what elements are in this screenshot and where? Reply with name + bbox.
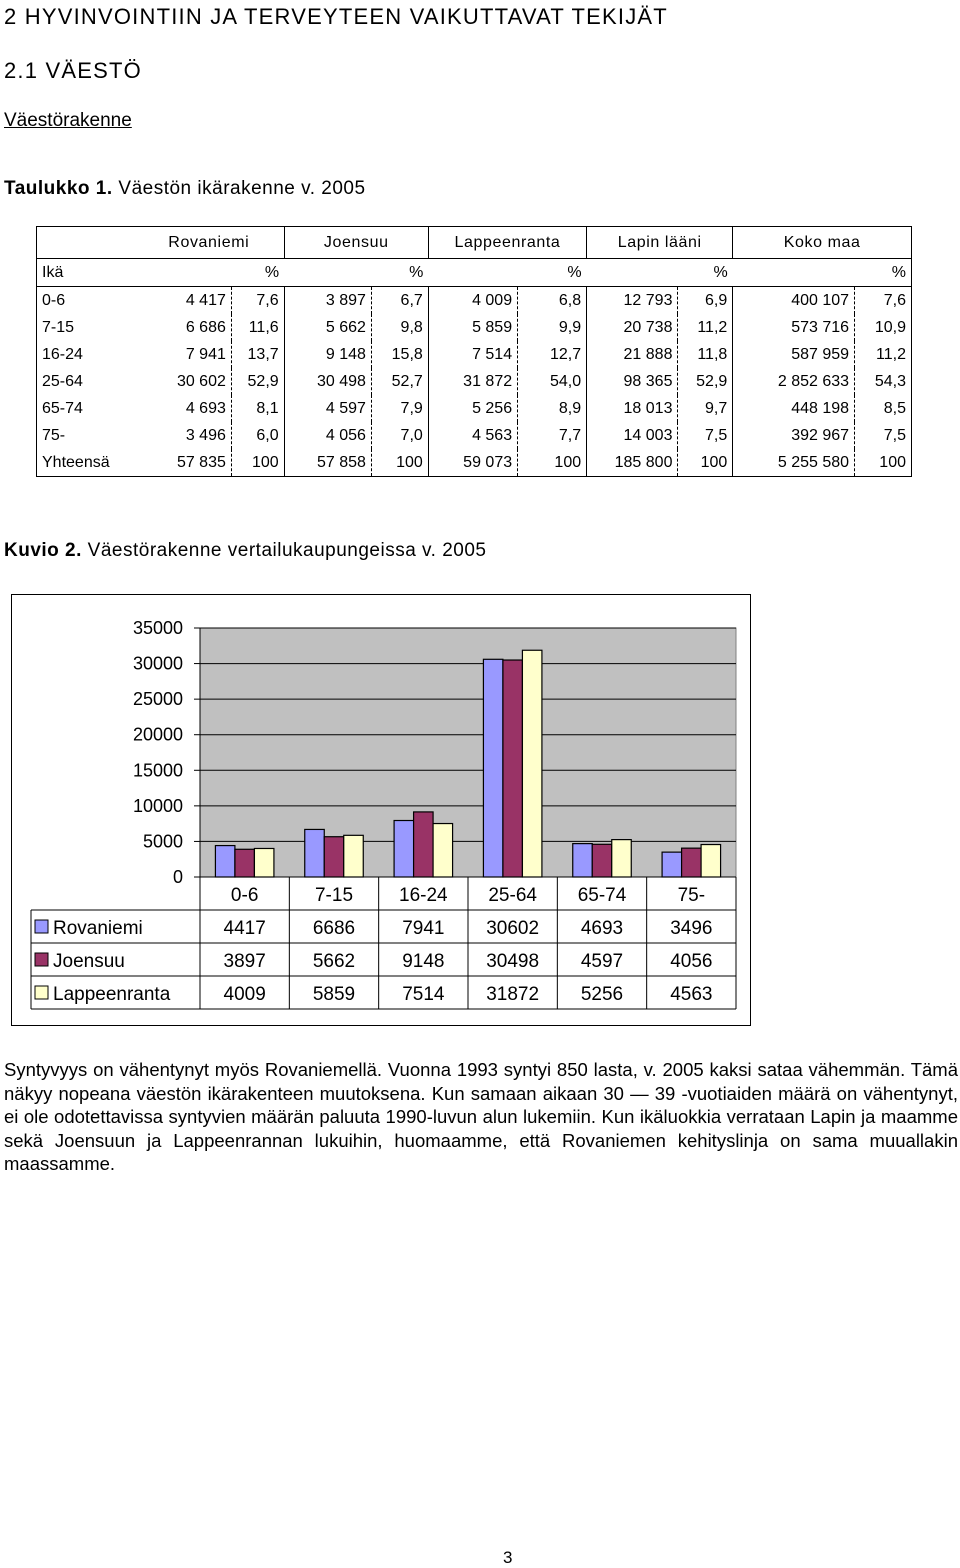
percent-cell: 6,8	[518, 287, 587, 315]
data-table-value: 5859	[312, 984, 356, 1005]
figure-caption-label: Kuvio 2.	[4, 540, 82, 561]
data-table-value: 4563	[670, 984, 713, 1005]
age-header: Ikä	[37, 259, 134, 287]
age-cell: 25-64	[42, 372, 83, 390]
data-table-value: 7514	[402, 984, 445, 1005]
data-table-value: 4417	[223, 918, 266, 939]
legend-key	[35, 920, 48, 933]
pct-header: %	[518, 259, 587, 287]
bar	[414, 812, 434, 877]
body-paragraph: Syntyvyys on vähentynyt myös Rovaniemellä. Vuonna 1993 syntyi 850 lasta, v. 2005 kaksi sataa vähemmän. Tämä näkyy nopeana väestön ikärakenteen muutoksena. Kun samaan aikaan 30 — 39 -vuotiaiden määrä on vähentynyt, ei ole odotettavissa syntyvien määrän paluuta 1990-luvun alun lukemiin. Kun ikäluokkia verrataan Lapin ja maamme sekä Joensuun ja Lappeenrannan lukuihin, huomaamme, että Rovaniemen kehityslinja on sama muuallakin maassamme.	[4, 1059, 958, 1174]
count-cell: 3 897	[284, 287, 371, 315]
age-cell: 7-15	[42, 318, 75, 336]
age-cell: 75-	[42, 426, 66, 444]
plot-area	[200, 628, 736, 877]
group-header: Lapin lääni	[587, 227, 733, 259]
percent-cell: 7,7	[518, 422, 587, 449]
count-cell: 5 662	[284, 314, 371, 341]
count-cell: 400 107	[733, 287, 855, 315]
x-category-label: 7-15	[314, 885, 354, 906]
y-tick-label: 15000	[132, 760, 183, 781]
legend-label: Joensuu	[53, 951, 125, 972]
percent-cell: 12,7	[518, 341, 587, 368]
legend-label: Lappeenranta	[53, 984, 171, 1005]
y-tick-label: 30000	[132, 653, 183, 674]
percent-cell: 52,9	[678, 368, 733, 395]
count-cell: 57 835	[134, 449, 231, 477]
data-table-value: 7941	[402, 918, 445, 939]
percent-cell: 13,7	[231, 341, 284, 368]
data-table-value: 3496	[670, 918, 713, 939]
count-cell: 21 888	[587, 341, 678, 368]
count-cell: 4 417	[134, 287, 231, 315]
data-table-value: 4056	[670, 951, 713, 972]
percent-cell: 52,7	[371, 368, 428, 395]
percent-cell: 15,8	[371, 341, 428, 368]
bar	[573, 844, 593, 877]
group-header: Koko maa	[733, 227, 912, 259]
legend-label: Rovaniemi	[53, 918, 143, 939]
count-cell: 5 256	[428, 395, 517, 422]
bar	[682, 848, 702, 877]
bar	[235, 849, 255, 877]
population-bar-chart	[12, 595, 752, 1027]
bar	[483, 659, 503, 877]
population-table	[36, 226, 912, 477]
percent-cell: 54,0	[518, 368, 587, 395]
data-table-value: 31872	[486, 984, 540, 1005]
legend-key	[35, 953, 48, 966]
y-tick-label: 5000	[142, 831, 183, 852]
data-table-value: 4597	[580, 951, 624, 972]
count-cell: 587 959	[733, 341, 855, 368]
pct-header: %	[371, 259, 428, 287]
count-cell: 5 255 580	[733, 449, 855, 477]
percent-cell: 9,7	[678, 395, 733, 422]
count-cell: 12 793	[587, 287, 678, 315]
count-cell: 5 859	[428, 314, 517, 341]
count-cell: 59 073	[428, 449, 517, 477]
count-cell: 4 693	[134, 395, 231, 422]
legend-key	[35, 986, 48, 999]
bar	[612, 840, 632, 877]
table-caption-label: Taulukko 1.	[4, 178, 113, 199]
data-table-value: 30602	[486, 918, 540, 939]
data-table-value: 3897	[223, 951, 266, 972]
percent-cell: 6,9	[678, 287, 733, 315]
group-header: Rovaniemi	[134, 227, 284, 259]
group-header: Lappeenranta	[428, 227, 586, 259]
age-cell: 16-24	[42, 345, 83, 363]
count-cell: 4 009	[428, 287, 517, 315]
bar	[215, 846, 235, 877]
percent-cell: 8,9	[518, 395, 587, 422]
percent-cell: 7,0	[371, 422, 428, 449]
pct-header: %	[855, 259, 912, 287]
count-cell: 7 941	[134, 341, 231, 368]
chart-frame	[11, 594, 751, 1026]
percent-cell: 100	[518, 449, 587, 477]
percent-cell: 9,8	[371, 314, 428, 341]
count-cell: 573 716	[733, 314, 855, 341]
data-table-value: 30498	[486, 951, 540, 972]
count-cell: 30 602	[134, 368, 231, 395]
table-row	[37, 422, 912, 449]
percent-cell: 6,0	[231, 422, 284, 449]
percent-cell: 11,2	[876, 345, 906, 363]
bar	[433, 824, 453, 877]
bar	[324, 837, 344, 877]
x-category-label: 25-64	[488, 885, 537, 906]
count-cell: 30 498	[284, 368, 371, 395]
percent-cell: 10,9	[874, 318, 906, 336]
table-group-header-row	[37, 227, 912, 259]
percent-cell: 7,5	[678, 422, 733, 449]
y-tick-label: 10000	[132, 795, 183, 816]
bar	[394, 821, 414, 877]
count-cell: 185 800	[587, 449, 678, 477]
percent-cell: 11,8	[678, 341, 733, 368]
x-category-label: 0-6	[230, 885, 259, 906]
percent-cell: 8,1	[231, 395, 284, 422]
table-caption	[4, 178, 366, 200]
count-cell: 31 872	[428, 368, 517, 395]
count-cell: 448 198	[733, 395, 855, 422]
y-tick-label: 20000	[132, 724, 183, 745]
bar	[344, 835, 364, 877]
x-category-label: 65-74	[577, 885, 627, 906]
pct-header: %	[678, 259, 733, 287]
count-cell: 4 056	[284, 422, 371, 449]
page-number: 3	[503, 1548, 513, 1567]
age-cell: 0-6	[42, 291, 66, 309]
data-table-value: 4009	[223, 984, 266, 1005]
percent-cell: 100	[231, 449, 284, 477]
count-cell: 9 148	[284, 341, 371, 368]
count-cell: 98 365	[587, 368, 678, 395]
percent-cell: 7,6	[231, 287, 284, 315]
table-corner	[37, 227, 134, 259]
count-cell: 4 597	[284, 395, 371, 422]
bar	[701, 845, 721, 877]
y-tick-label: 35000	[132, 618, 183, 638]
bar	[662, 852, 682, 877]
percent-cell: 8,5	[883, 399, 906, 417]
table-caption-text: Väestön ikärakenne v. 2005	[112, 178, 366, 199]
table-row	[37, 449, 912, 477]
count-cell: 57 858	[284, 449, 371, 477]
percent-cell: 7,5	[883, 426, 906, 444]
count-cell: 392 967	[733, 422, 855, 449]
bar	[522, 650, 542, 877]
data-table-value: 5256	[580, 984, 624, 1005]
figure-caption	[4, 540, 486, 562]
table-row	[37, 341, 912, 368]
count-cell: 18 013	[587, 395, 678, 422]
percent-cell: 100	[678, 449, 733, 477]
section-heading: 2.1 VÄESTÖ	[4, 58, 142, 83]
count-cell: 20 738	[587, 314, 678, 341]
data-table-value: 6686	[312, 918, 356, 939]
data-table-value: 5662	[312, 951, 356, 972]
group-header: Joensuu	[284, 227, 428, 259]
percent-cell: 52,9	[231, 368, 284, 395]
count-cell: 6 686	[134, 314, 231, 341]
x-category-label: 75-	[677, 885, 706, 906]
count-cell: 3 496	[134, 422, 231, 449]
bar	[254, 848, 274, 877]
count-cell: 2 852 633	[733, 368, 855, 395]
data-table-value: 4693	[580, 918, 624, 939]
y-tick-label: 0	[172, 867, 183, 887]
percent-cell: 54,3	[874, 372, 906, 390]
percent-cell: 100	[879, 453, 906, 471]
y-tick-label: 25000	[132, 689, 183, 710]
percent-cell: 7,9	[371, 395, 428, 422]
percent-cell: 11,2	[678, 314, 733, 341]
table-row	[37, 395, 912, 422]
age-cell: 65-74	[42, 399, 83, 417]
percent-cell: 7,6	[883, 291, 906, 309]
percent-cell: 11,6	[231, 314, 284, 341]
age-cell: Yhteensä	[42, 453, 110, 471]
count-cell: 14 003	[587, 422, 678, 449]
data-table-value: 9148	[402, 951, 445, 972]
bar	[503, 660, 522, 877]
table-row	[37, 314, 912, 341]
subsection-heading: Väestörakenne	[4, 110, 132, 131]
x-category-label: 16-24	[399, 885, 448, 906]
bar	[305, 829, 325, 877]
table-row	[37, 287, 912, 315]
count-cell: 7 514	[428, 341, 517, 368]
percent-cell: 6,7	[371, 287, 428, 315]
chapter-heading: 2 HYVINVOINTIIN JA TERVEYTEEN VAIKUTTAVAT TEKIJÄT	[4, 4, 668, 29]
percent-cell: 100	[371, 449, 428, 477]
count-cell: 4 563	[428, 422, 517, 449]
bar	[592, 844, 612, 877]
table-subheader-row	[37, 259, 912, 287]
percent-cell: 9,9	[518, 314, 587, 341]
pct-header: %	[231, 259, 284, 287]
figure-caption-text: Väestörakenne vertailukaupungeissa v. 2005	[81, 540, 487, 561]
table-row	[37, 368, 912, 395]
